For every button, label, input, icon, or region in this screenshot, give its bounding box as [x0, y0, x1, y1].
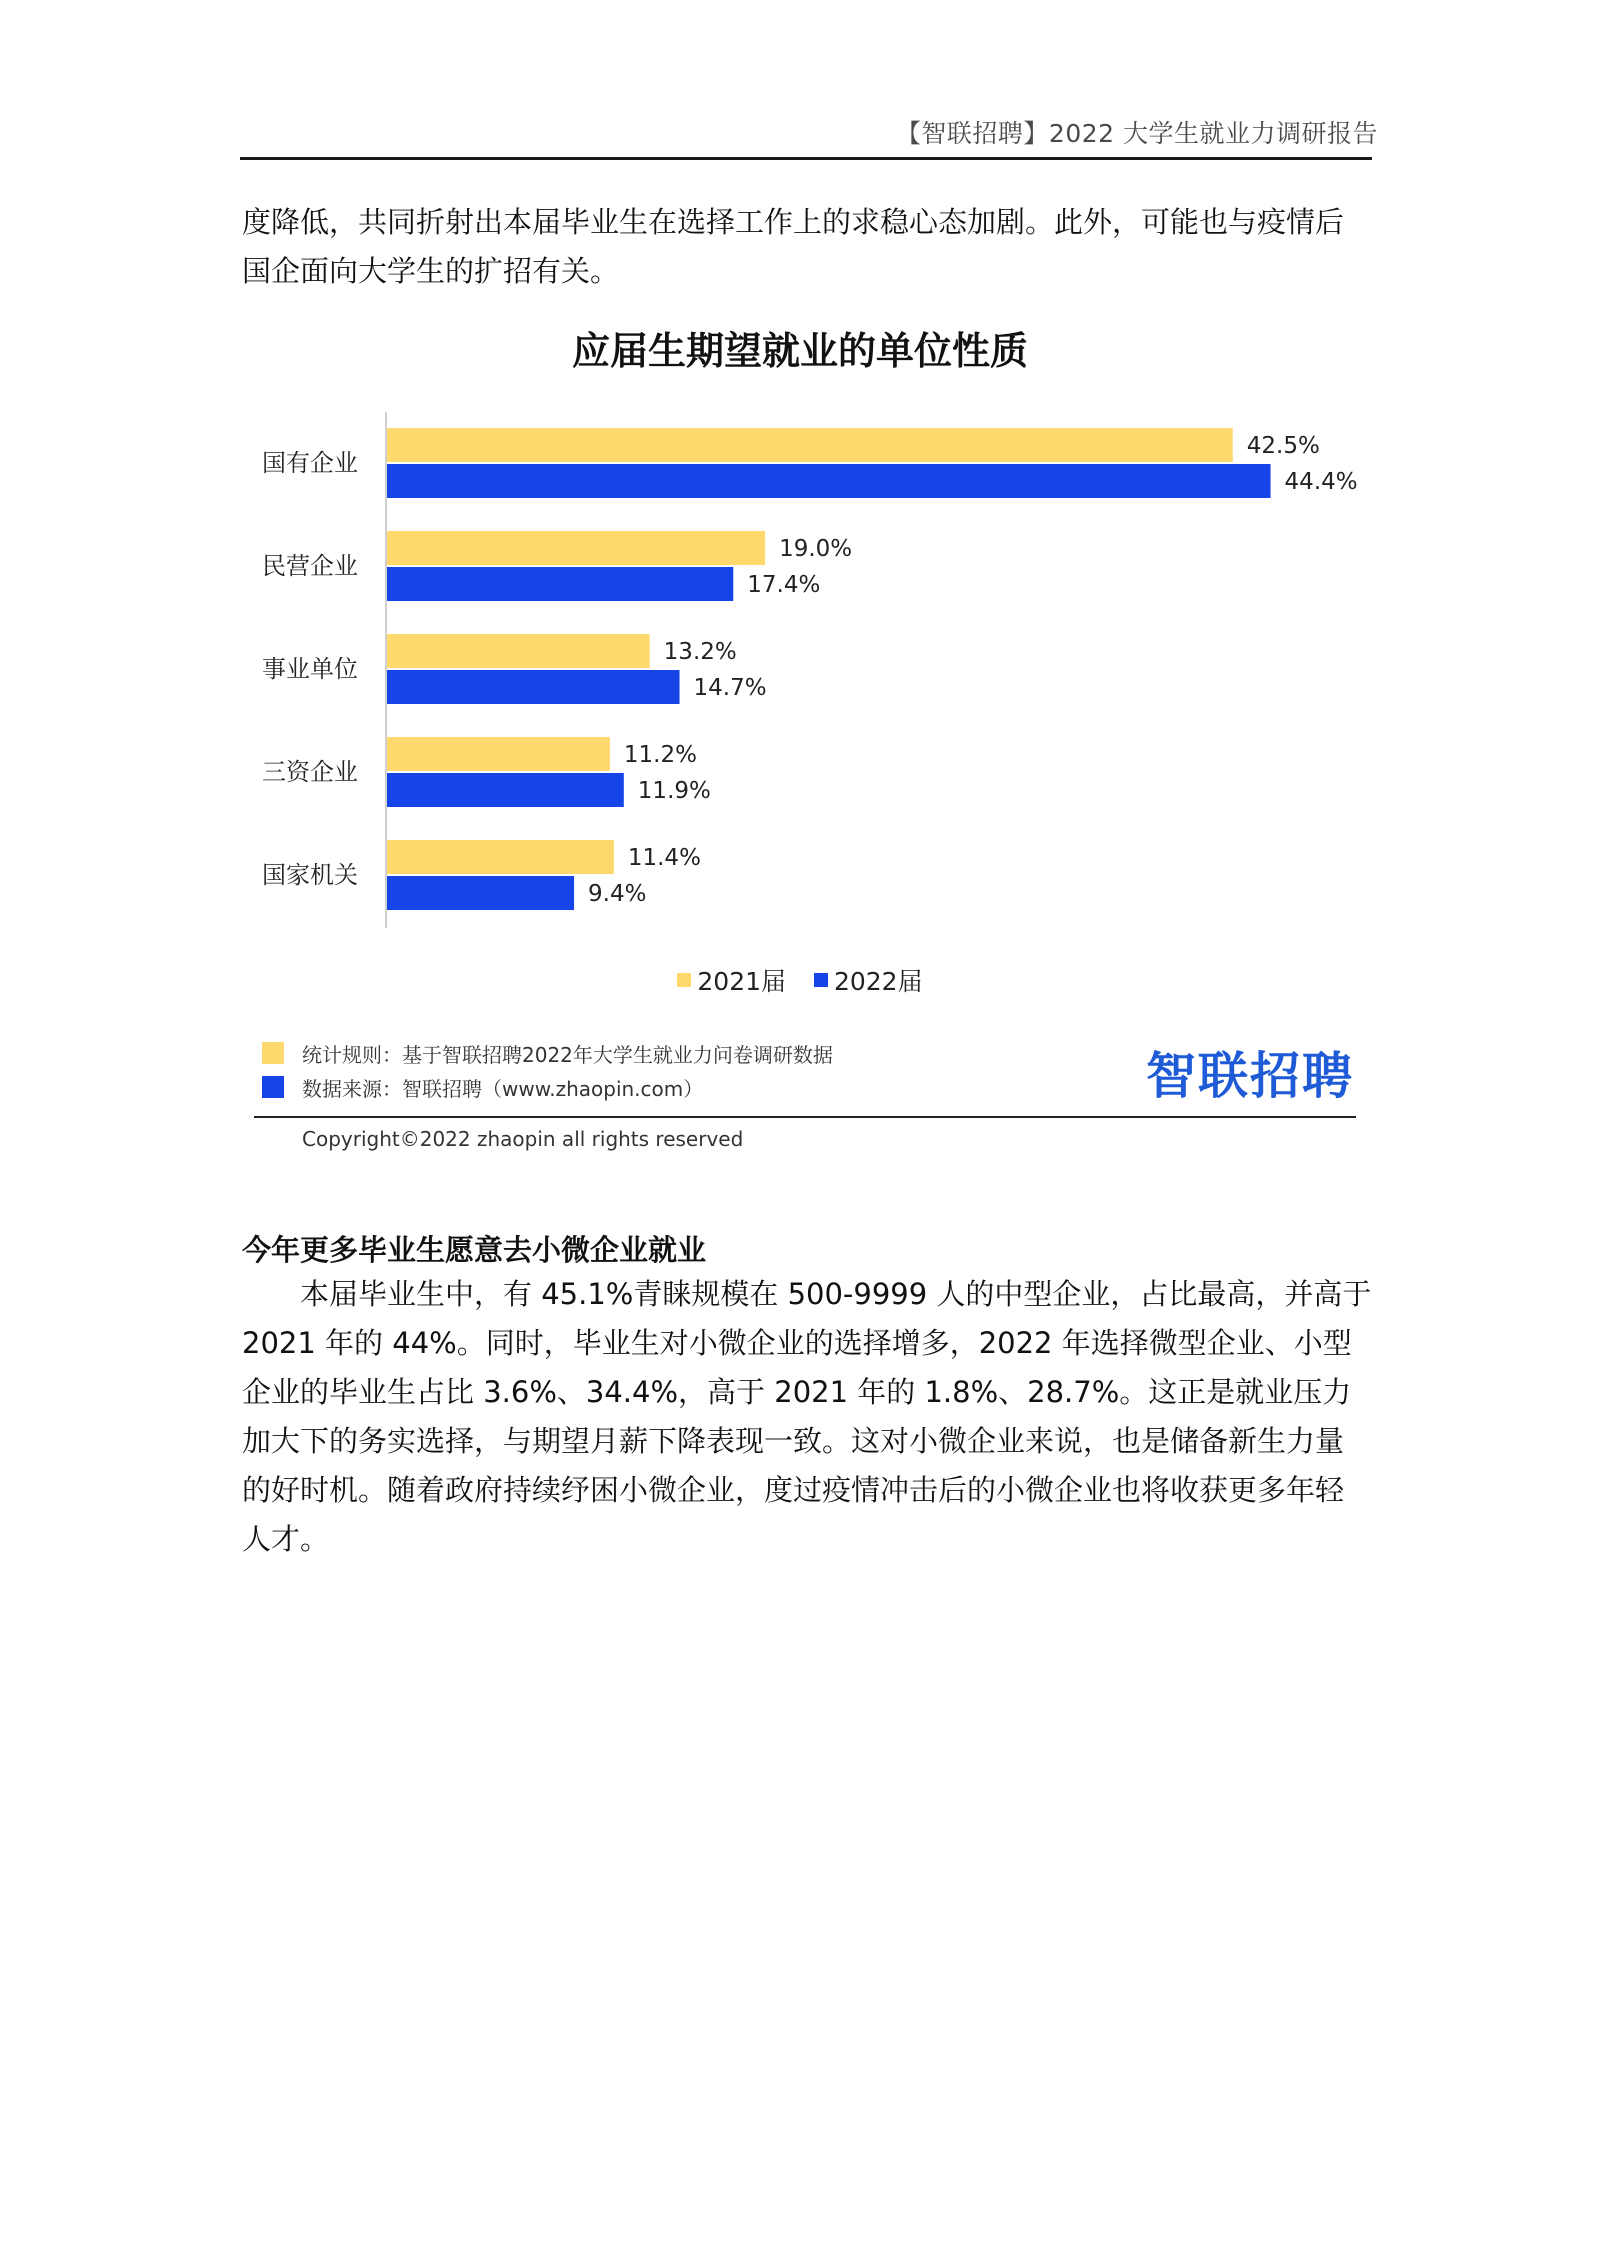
bar-2021届-民营企业 — [387, 531, 765, 565]
data-label: 14.7% — [693, 675, 767, 701]
copyright: Copyright©2022 zhaopin all rights reserved — [302, 1127, 744, 1151]
bar-2022届-民营企业 — [387, 567, 733, 601]
data-label: 11.2% — [623, 742, 697, 768]
bar-chart — [0, 0, 1600, 960]
note-stat-rule-text: 统计规则：基于智联招聘2022年大学生就业力问卷调研数据 — [302, 1042, 833, 1067]
section-body-text: 本届毕业生中，有 45.1%青睐规模在 500-9999 人的中型企业，占比最高，并高于 2021 年的 44%。同时，毕业生对小微企业的选择增多，2022 年选择微型企业、小型企业的毕业生占比 3.6%、34.4%，高于 2021 年的 1.8%、28.7%。这正是就业压力加大下的务实选择，与期望月薪下降表现一致。这对小微企业来说，也是储备新生力量的好时机。随着政府持续纾困小微企业，度过疫情冲击后的小微企业也将收获更多年轻人才。 — [242, 1277, 1372, 1556]
zhaopin-logo: 智联招聘 — [1146, 1047, 1354, 1105]
legend-item-2021 — [677, 962, 786, 998]
legend-swatch-2021 — [677, 973, 691, 987]
bar-2022届-国有企业 — [387, 464, 1271, 498]
legend-item-2022 — [814, 962, 923, 998]
bar-2022届-事业单位 — [387, 670, 680, 704]
category-label: 民营企业 — [262, 552, 358, 580]
bar-2022届-三资企业 — [387, 773, 624, 807]
data-label: 11.9% — [637, 778, 711, 804]
category-label: 国家机关 — [262, 861, 358, 889]
bar-2021届-三资企业 — [387, 737, 610, 771]
category-label: 三资企业 — [262, 758, 358, 786]
bar-2021届-事业单位 — [387, 634, 650, 668]
chart-title: 应届生期望就业的单位性质 — [571, 329, 1028, 373]
data-label: 13.2% — [663, 639, 737, 665]
note-swatch-blue — [262, 1076, 284, 1098]
legend-swatch-2022 — [814, 973, 828, 987]
chart-notes — [262, 1036, 833, 1104]
bar-2021届-国有企业 — [387, 428, 1233, 462]
chart-footer-divider — [254, 1116, 1356, 1118]
legend-label-2021: 2021届 — [697, 967, 787, 996]
data-label: 44.4% — [1284, 469, 1358, 495]
data-label: 42.5% — [1246, 433, 1320, 459]
data-label: 19.0% — [779, 536, 853, 562]
intro-text: 度降低，共同折射出本届毕业生在选择工作上的求稳心态加剧。此外，可能也与疫情后国企面向大学生的扩招有关。 — [242, 205, 1345, 288]
bar-2022届-国家机关 — [387, 876, 574, 910]
category-label: 事业单位 — [262, 655, 358, 683]
data-label: 11.4% — [627, 845, 701, 871]
data-label: 9.4% — [588, 881, 647, 907]
note-source-text: 数据来源：智联招聘（www.zhaopin.com） — [302, 1076, 704, 1101]
note-swatch-yellow — [262, 1042, 284, 1064]
section-heading: 今年更多毕业生愿意去小微企业就业 — [242, 1233, 707, 1267]
chart-legend — [0, 962, 1600, 998]
header-title: 【智联招聘】2022 大学生就业力调研报告 — [895, 119, 1378, 148]
legend-label-2022: 2022届 — [833, 967, 923, 996]
data-label: 17.4% — [747, 572, 821, 598]
note-stat-rule — [262, 1036, 833, 1070]
bar-2021届-国家机关 — [387, 840, 614, 874]
section-body — [242, 1270, 1372, 1564]
category-label: 国有企业 — [262, 449, 358, 477]
note-source — [262, 1070, 833, 1104]
